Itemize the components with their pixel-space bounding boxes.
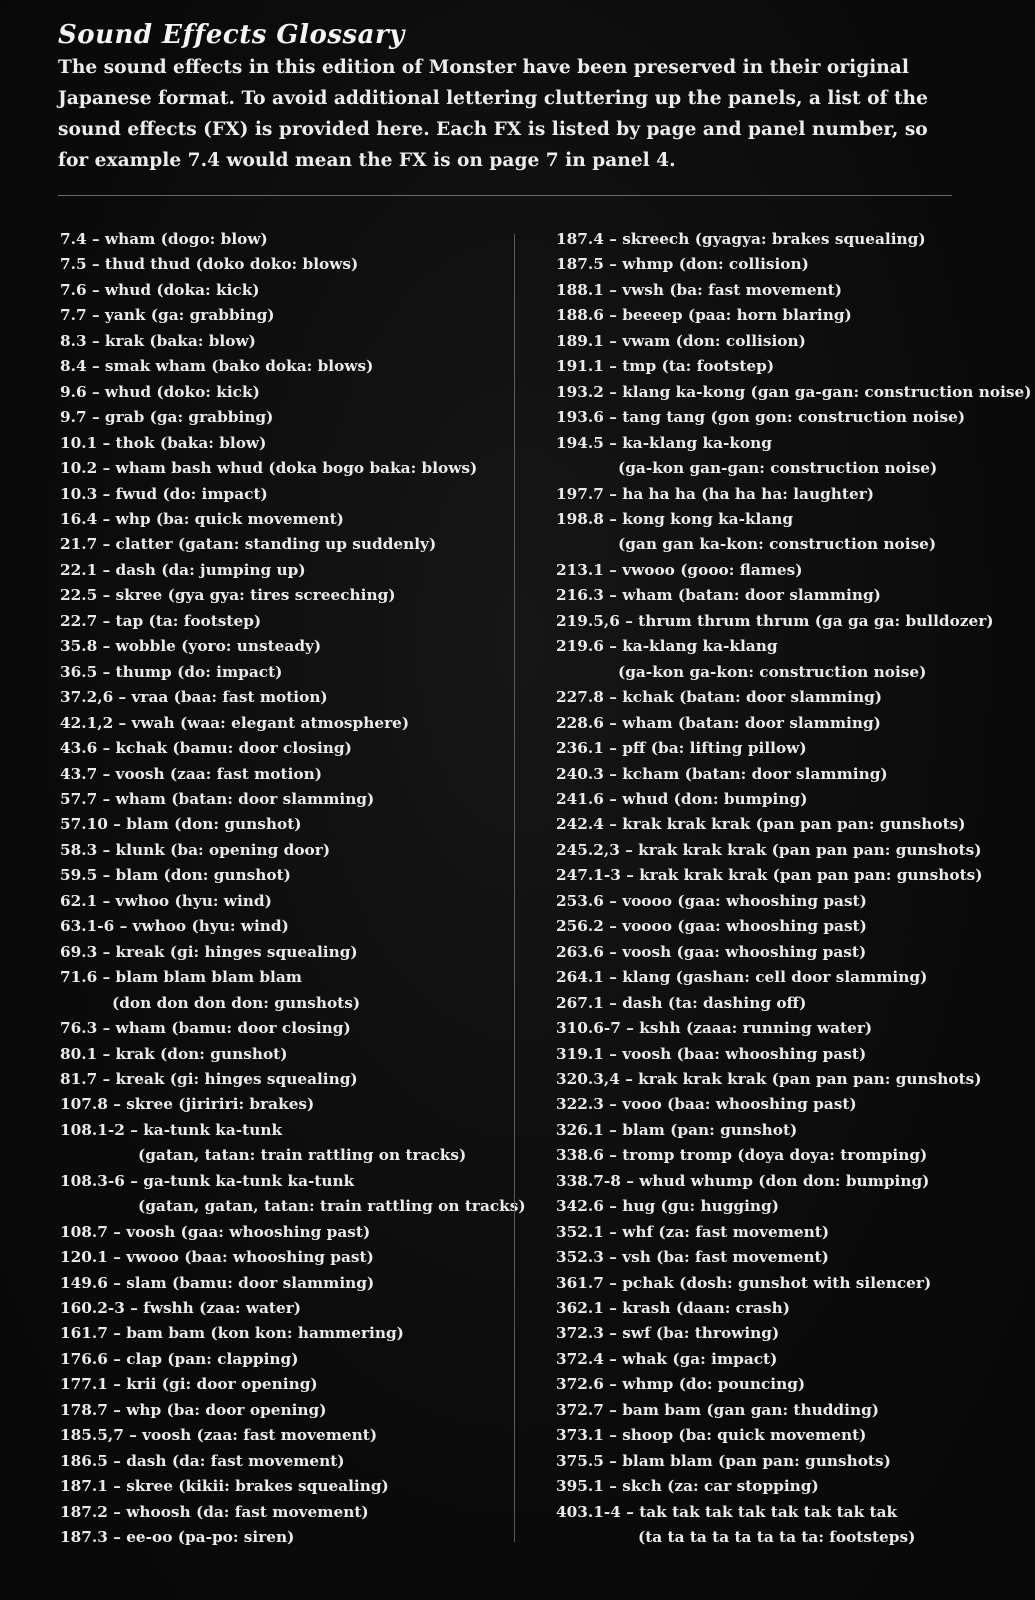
- glossary-entry: [556, 1398, 1031, 1423]
- glossary-entry-text: 362.1 – krash (daan: crash): [556, 1299, 790, 1318]
- glossary-entry: [60, 1449, 526, 1474]
- glossary-entry: [60, 1067, 526, 1092]
- glossary-entry-text: 35.8 – wobble (yoro: unsteady): [60, 637, 322, 656]
- glossary-entry-text: 372.3 – swf (ba: throwing): [556, 1324, 780, 1343]
- glossary-entry-text: 189.1 – vwam (don: collision): [556, 331, 806, 350]
- glossary-entry: [556, 1296, 1031, 1321]
- glossary-entry-text: 338.7-8 – whud whump (don don: bumping): [556, 1171, 930, 1190]
- glossary-entry: [556, 1321, 1031, 1346]
- glossary-entry: [60, 1118, 526, 1169]
- glossary-entry: [60, 329, 526, 354]
- glossary-entry-text: 187.1 – skree (kikii: brakes squealing): [60, 1477, 389, 1496]
- glossary-entry-text: 43.6 – kchak (bamu: door closing): [60, 739, 352, 758]
- glossary-entry-text: 352.3 – vsh (ba: fast movement): [556, 1248, 829, 1267]
- glossary-entry-text: 241.6 – whud (don: bumping): [556, 789, 808, 808]
- glossary-entry-text: 186.5 – dash (da: fast movement): [60, 1451, 345, 1470]
- glossary-entry-text: 194.5 – ka-klang ka-kong: [556, 433, 773, 452]
- glossary-entry-text: 242.4 – krak krak krak (pan pan pan: gunshots): [556, 815, 966, 834]
- glossary-entry-text: 198.8 – kong kong ka-klang: [556, 509, 794, 528]
- glossary-entry-text: 16.4 – whp (ba: quick movement): [60, 509, 344, 528]
- glossary-entry-text: 240.3 – kcham (batan: door slamming): [556, 764, 888, 783]
- glossary-entry: [556, 482, 1031, 507]
- glossary-entry: [60, 838, 526, 863]
- glossary-entry-text: 149.6 – slam (bamu: door slamming): [60, 1273, 375, 1292]
- glossary-entry-text: 216.3 – wham (batan: door slamming): [556, 586, 881, 605]
- glossary-entry-text: 256.2 – voooo (gaa: whooshing past): [556, 917, 867, 936]
- glossary-entry: [556, 1474, 1031, 1499]
- glossary-entry: [60, 940, 526, 965]
- glossary-entry-text: 81.7 – kreak (gi: hinges squealing): [60, 1069, 358, 1088]
- glossary-entry-text: 375.5 – blam blam (pan pan: gunshots): [556, 1451, 891, 1470]
- glossary-entry: [60, 634, 526, 659]
- glossary-entry-text: 36.5 – thump (do: impact): [60, 662, 283, 681]
- glossary-entry: [556, 863, 1031, 888]
- glossary-entry-continuation: (gan gan ka-kon: construction noise): [618, 535, 937, 554]
- glossary-entry-text: 178.7 – whp (ba: door opening): [60, 1400, 327, 1419]
- page-title: Sound Effects Glossary: [58, 20, 405, 50]
- glossary-entry: [60, 660, 526, 685]
- glossary-entry-text: 338.6 – tromp tromp (doya doya: tromping): [556, 1146, 928, 1165]
- glossary-entry-text: 227.8 – kchak (batan: door slamming): [556, 688, 883, 707]
- glossary-entry-text: 108.7 – voosh (gaa: whooshing past): [60, 1222, 371, 1241]
- glossary-entry: [556, 405, 1031, 430]
- glossary-entry: [60, 1500, 526, 1525]
- glossary-entry: [556, 431, 1031, 482]
- glossary-entry: [60, 456, 526, 481]
- glossary-entry: [60, 278, 526, 303]
- glossary-entry-text: 63.1-6 – vwhoo (hyu: wind): [60, 917, 289, 936]
- glossary-entry: [556, 812, 1031, 837]
- glossary-entry: [556, 1143, 1031, 1168]
- glossary-entry-text: 373.1 – shoop (ba: quick movement): [556, 1426, 867, 1445]
- glossary-entry: [556, 1118, 1031, 1143]
- glossary-entry: [556, 1194, 1031, 1219]
- glossary-entry-text: 247.1-3 – krak krak krak (pan pan pan: gunshots): [556, 866, 983, 885]
- glossary-entry-text: 403.1-4 – tak tak tak tak tak tak tak tak: [556, 1502, 898, 1521]
- glossary-entry: [556, 1016, 1031, 1041]
- glossary-entry-text: 352.1 – whf (za: fast movement): [556, 1222, 830, 1241]
- glossary-entry-continuation: (ga-kon ga-kon: construction noise): [618, 662, 927, 681]
- glossary-entry: [60, 1474, 526, 1499]
- glossary-entry: [60, 863, 526, 888]
- glossary-entry: [556, 1423, 1031, 1448]
- glossary-entry: [60, 1296, 526, 1321]
- glossary-entry: [60, 252, 526, 277]
- glossary-entry-text: 197.7 – ha ha ha (ha ha ha: laughter): [556, 484, 874, 503]
- glossary-entry: [556, 711, 1031, 736]
- glossary-entry-text: 245.2,3 – krak krak krak (pan pan pan: gunshots): [556, 840, 982, 859]
- glossary-entry: [556, 558, 1031, 583]
- glossary-entry-text: 191.1 – tmp (ta: footstep): [556, 357, 775, 376]
- glossary-entry: [556, 889, 1031, 914]
- glossary-entry: [60, 405, 526, 430]
- glossary-entry-text: 161.7 – bam bam (kon kon: hammering): [60, 1324, 404, 1343]
- divider-line: [58, 195, 952, 196]
- glossary-entry: [60, 609, 526, 634]
- glossary-entry-text: 185.5,7 – voosh (zaa: fast movement): [60, 1426, 378, 1445]
- glossary-entry: [60, 1423, 526, 1448]
- glossary-entry: [60, 762, 526, 787]
- glossary-entry: [556, 991, 1031, 1016]
- glossary-entry-text: 160.2-3 – fwshh (zaa: water): [60, 1299, 302, 1318]
- glossary-entry: [60, 1321, 526, 1346]
- glossary-entry-text: 395.1 – skch (za: car stopping): [556, 1477, 819, 1496]
- glossary-entry: [60, 711, 526, 736]
- glossary-entry-text: 107.8 – skree (jiririri: brakes): [60, 1095, 315, 1114]
- glossary-entry: [60, 1271, 526, 1296]
- glossary-entry-text: 43.7 – voosh (zaa: fast motion): [60, 764, 322, 783]
- glossary-entry: [60, 965, 526, 1016]
- glossary-entry: [556, 1271, 1031, 1296]
- glossary-entry: [60, 482, 526, 507]
- glossary-entry-text: 76.3 – wham (bamu: door closing): [60, 1019, 351, 1038]
- glossary-entry: [556, 685, 1031, 710]
- glossary-entry-text: 80.1 – krak (don: gunshot): [60, 1044, 288, 1063]
- glossary-entry-continuation: (ga-kon gan-gan: construction noise): [618, 459, 938, 478]
- glossary-entry-text: 310.6-7 – kshh (zaaa: running water): [556, 1019, 873, 1038]
- glossary-entry-text: 188.1 – vwsh (ba: fast movement): [556, 280, 842, 299]
- glossary-entry: [556, 762, 1031, 787]
- glossary-entry: [60, 1169, 526, 1220]
- glossary-entry: [60, 431, 526, 456]
- glossary-entry: [556, 1169, 1031, 1194]
- glossary-entry: [556, 787, 1031, 812]
- glossary-entry-text: 42.1,2 – vwah (waa: elegant atmosphere): [60, 713, 410, 732]
- glossary-entry-text: 236.1 – pff (ba: lifting pillow): [556, 739, 807, 758]
- glossary-entry-text: 69.3 – kreak (gi: hinges squealing): [60, 942, 358, 961]
- glossary-entry-text: 10.2 – wham bash whud (doka bogo baka: blows): [60, 459, 478, 478]
- glossary-entry: [556, 1500, 1031, 1551]
- glossary-entry-text: 7.5 – thud thud (doko doko: blows): [60, 255, 359, 274]
- glossary-entry-text: 7.6 – whud (doka: kick): [60, 280, 260, 299]
- glossary-entry: [60, 507, 526, 532]
- glossary-entry: [556, 914, 1031, 939]
- glossary-entry-text: 37.2,6 – vraa (baa: fast motion): [60, 688, 328, 707]
- glossary-entry: [556, 1042, 1031, 1067]
- glossary-entry: [60, 812, 526, 837]
- glossary-entry-text: 8.4 – smak wham (bako doka: blows): [60, 357, 374, 376]
- glossary-entry: [556, 1449, 1031, 1474]
- glossary-entry: [60, 354, 526, 379]
- glossary-entry: [60, 1525, 526, 1550]
- glossary-entry: [556, 965, 1031, 990]
- glossary-entry: [556, 380, 1031, 405]
- glossary-entry: [556, 609, 1031, 634]
- glossary-entry-continuation: (gatan, tatan: train rattling on tracks): [138, 1146, 467, 1165]
- glossary-entry-text: 219.6 – ka-klang ka-klang: [556, 637, 778, 656]
- glossary-entry-text: 372.4 – whak (ga: impact): [556, 1349, 778, 1368]
- glossary-entry-text: 21.7 – clatter (gatan: standing up suddenly): [60, 535, 437, 554]
- glossary-entry-text: 187.3 – ee-oo (pa-po: siren): [60, 1528, 295, 1547]
- glossary-entry-text: 319.1 – voosh (baa: whooshing past): [556, 1044, 867, 1063]
- glossary-entry-text: 213.1 – vwooo (gooo: flames): [556, 560, 803, 579]
- glossary-entry: [556, 1092, 1031, 1117]
- glossary-entry-text: 57.10 – blam (don: gunshot): [60, 815, 302, 834]
- glossary-entry: [60, 532, 526, 557]
- intro-paragraph: The sound effects in this edition of Monster have been preserved in their original Japanese format. To avoid additional lettering cluttering up the panels, a list of the sound effects (FX) is provided here. Each FX is listed by page and panel number, so for example 7.4 would mean the FX is on page 7 in panel 4.: [58, 57, 928, 171]
- glossary-entry-text: 10.3 – fwud (do: impact): [60, 484, 268, 503]
- glossary-entry-text: 361.7 – pchak (dosh: gunshot with silencer): [556, 1273, 932, 1292]
- glossary-entry: [556, 1220, 1031, 1245]
- glossary-entry-text: 120.1 – vwooo (baa: whooshing past): [60, 1248, 374, 1267]
- glossary-entry-text: 9.6 – whud (doko: kick): [60, 382, 260, 401]
- glossary-entry: [556, 507, 1031, 558]
- glossary-entry: [556, 838, 1031, 863]
- glossary-entry: [60, 1042, 526, 1067]
- glossary-entry-text: 342.6 – hug (gu: hugging): [556, 1197, 779, 1216]
- glossary-entry: [556, 940, 1031, 965]
- glossary-entry: [60, 1372, 526, 1397]
- glossary-entry-text: 62.1 – vwhoo (hyu: wind): [60, 891, 272, 910]
- glossary-entry-text: 372.7 – bam bam (gan gan: thudding): [556, 1400, 879, 1419]
- glossary-entry-text: 9.7 – grab (ga: grabbing): [60, 408, 274, 427]
- glossary-entry-text: 193.6 – tang tang (gon gon: construction noise): [556, 408, 966, 427]
- glossary-entry-text: 320.3,4 – krak krak krak (pan pan pan: gunshots): [556, 1069, 982, 1088]
- glossary-entry-continuation: (don don don don: gunshots): [112, 993, 361, 1012]
- glossary-entry: [556, 634, 1031, 685]
- glossary-column-right: [556, 227, 1031, 1551]
- glossary-entry-text: 372.6 – whmp (do: pouncing): [556, 1375, 806, 1394]
- glossary-entry: [60, 227, 526, 252]
- glossary-entry: [60, 1092, 526, 1117]
- glossary-entry-text: 219.5,6 – thrum thrum thrum (ga ga ga: bulldozer): [556, 611, 994, 630]
- glossary-entry: [556, 354, 1031, 379]
- glossary-entry: [60, 685, 526, 710]
- glossary-entry-text: 8.3 – krak (baka: blow): [60, 331, 256, 350]
- glossary-entry-text: 22.1 – dash (da: jumping up): [60, 560, 306, 579]
- glossary-entry-text: 187.2 – whoosh (da: fast movement): [60, 1502, 369, 1521]
- glossary-entry-text: 22.7 – tap (ta: footstep): [60, 611, 262, 630]
- glossary-entry: [556, 736, 1031, 761]
- glossary-entry-text: 187.4 – skreech (gyagya: brakes squealing): [556, 230, 926, 248]
- glossary-entry: [556, 1347, 1031, 1372]
- glossary-entry: [556, 303, 1031, 328]
- glossary-entry: [60, 1347, 526, 1372]
- glossary-entry-text: 59.5 – blam (don: gunshot): [60, 866, 291, 885]
- glossary-entry: [60, 380, 526, 405]
- glossary-entry-text: 188.6 – beeeep (paa: horn blaring): [556, 306, 852, 325]
- column-divider: [514, 234, 515, 1542]
- glossary-entry-text: 177.1 – krii (gi: door opening): [60, 1375, 318, 1394]
- glossary-entry-text: 228.6 – wham (batan: door slamming): [556, 713, 881, 732]
- glossary-entry: [60, 1245, 526, 1270]
- glossary-entry: [556, 1245, 1031, 1270]
- glossary-entry: [556, 278, 1031, 303]
- glossary-entry-text: 108.1-2 – ka-tunk ka-tunk: [60, 1120, 283, 1139]
- glossary-entry-text: 10.1 – thok (baka: blow): [60, 433, 267, 452]
- glossary-entry-text: 57.7 – wham (batan: door slamming): [60, 789, 375, 808]
- glossary-entry-text: 71.6 – blam blam blam blam: [60, 968, 302, 987]
- glossary-entry: [60, 583, 526, 608]
- glossary-entry-text: 108.3-6 – ga-tunk ka-tunk ka-tunk: [60, 1171, 355, 1190]
- glossary-entry: [60, 914, 526, 939]
- glossary-entry: [556, 1372, 1031, 1397]
- glossary-entry: [556, 329, 1031, 354]
- glossary-entry: [60, 1220, 526, 1245]
- glossary-entry-continuation: (ta ta ta ta ta ta ta ta: footsteps): [638, 1528, 916, 1547]
- glossary-entry-text: 7.7 – yank (ga: grabbing): [60, 306, 275, 325]
- glossary-entry: [60, 1398, 526, 1423]
- glossary-entry: [556, 227, 1031, 252]
- glossary-entry-text: 322.3 – vooo (baa: whooshing past): [556, 1095, 857, 1114]
- glossary-entry: [60, 303, 526, 328]
- glossary-entry-text: 263.6 – voosh (gaa: whooshing past): [556, 942, 867, 961]
- glossary-entry-text: 187.5 – whmp (don: collision): [556, 255, 809, 274]
- glossary-entry-text: 7.4 – wham (dogo: blow): [60, 230, 268, 248]
- glossary-entry: [60, 889, 526, 914]
- glossary-entry-text: 176.6 – clap (pan: clapping): [60, 1349, 299, 1368]
- glossary-entry: [556, 252, 1031, 277]
- glossary-entry-text: 326.1 – blam (pan: gunshot): [556, 1120, 798, 1139]
- glossary-entry: [60, 787, 526, 812]
- glossary-entry-continuation: (gatan, gatan, tatan: train rattling on tracks): [138, 1197, 526, 1216]
- glossary-entry: [556, 1067, 1031, 1092]
- glossary-entry: [60, 1016, 526, 1041]
- glossary-column-left: [60, 227, 526, 1551]
- glossary-entry-text: 193.2 – klang ka-kong (gan ga-gan: construction noise): [556, 382, 1032, 401]
- glossary-entry: [556, 583, 1031, 608]
- glossary-entry-text: 58.3 – klunk (ba: opening door): [60, 840, 331, 859]
- glossary-entry-text: 253.6 – voooo (gaa: whooshing past): [556, 891, 867, 910]
- glossary-entry: [60, 558, 526, 583]
- glossary-entry-text: 22.5 – skree (gya gya: tires screeching): [60, 586, 396, 605]
- glossary-entry: [60, 736, 526, 761]
- glossary-entry-text: 267.1 – dash (ta: dashing off): [556, 993, 807, 1012]
- glossary-entry-text: 264.1 – klang (gashan: cell door slamming): [556, 968, 928, 987]
